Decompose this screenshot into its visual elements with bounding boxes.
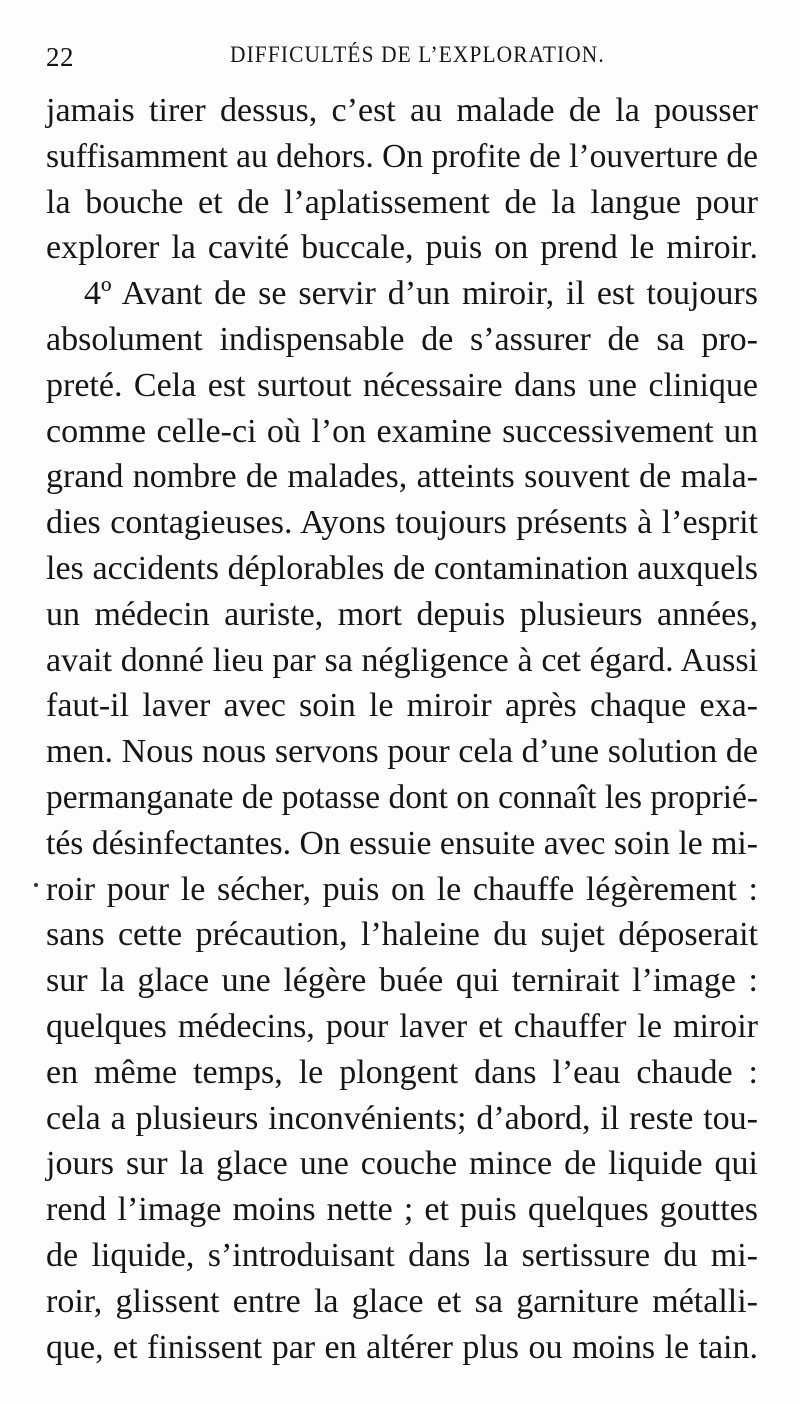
text-line: jours sur la glace une couche mince de liquide qui (46, 1145, 758, 1183)
running-title: DIFFICULTÉS DE L’EXPLORATION. (230, 42, 605, 67)
text-line: roir, glissent entre la glace et sa garniture métalli- (46, 1282, 758, 1320)
stray-ink-mark (34, 883, 38, 887)
text-line: les accidents déplorables de contamination auxquels (46, 549, 758, 587)
text-line: tés désinfectantes. On essuie ensuite avec soin le mi- (46, 824, 758, 862)
page-number: 22 (46, 42, 74, 72)
text-line: men. Nous nous servons pour cela d’une solution de (46, 733, 758, 771)
text-line: sur la glace une légère buée qui ternirait l’image : (46, 962, 758, 1000)
running-head (46, 34, 766, 74)
text-line: en même temps, le plongent dans l’eau chaude : (46, 1053, 758, 1091)
text-line: roir pour le sécher, puis on le chauffe légèrement : (46, 870, 758, 908)
text-line: avait donné lieu par sa négligence à cet égard. Aussi (46, 641, 758, 679)
text-line: un médecin auriste, mort depuis plusieurs années, (46, 595, 758, 633)
text-line: comme celle-ci où l’on examine successivement un (46, 412, 758, 450)
text-line: permanganate de potasse dont on connaît les proprié- (46, 778, 758, 816)
text-line: suffisamment au dehors. On profite de l’ouverture de (46, 137, 758, 175)
text-line: absolument indispensable de s’assurer de sa pro- (46, 320, 758, 358)
text-line: dies contagieuses. Ayons toujours présents à l’esprit (46, 504, 758, 542)
text-line: de liquide, s’introduisant dans la sertissure du mi- (46, 1236, 758, 1274)
text-line: jamais tirer dessus, c’est au malade de la pousser (46, 92, 758, 129)
text-line: quelques médecins, pour laver et chauffer le miroir (46, 1007, 758, 1045)
text-line: sans cette précaution, l’haleine du sujet déposerait (46, 916, 758, 954)
text-line: 4º Avant de se servir d’un miroir, il est toujours (84, 275, 758, 313)
text-line: preté. Cela est surtout nécessaire dans une clinique (46, 366, 758, 404)
text-line: explorer la cavité buccale, puis on prend le miroir. (46, 229, 758, 267)
text-line: que, et finissent par en altérer plus ou moins le tain. (46, 1328, 758, 1366)
text-line: faut-il laver avec soin le miroir après chaque exa- (46, 687, 758, 725)
body-text (46, 88, 758, 1370)
text-line: cela a plusieurs inconvénients; d’abord, il reste tou- (46, 1099, 758, 1137)
text-line: grand nombre de malades, atteints souvent de mala- (46, 458, 758, 496)
text-line: rend l’image moins nette ; et puis quelques gouttes (46, 1191, 758, 1229)
text-line: la bouche et de l’aplatissement de la langue pour (46, 183, 758, 221)
